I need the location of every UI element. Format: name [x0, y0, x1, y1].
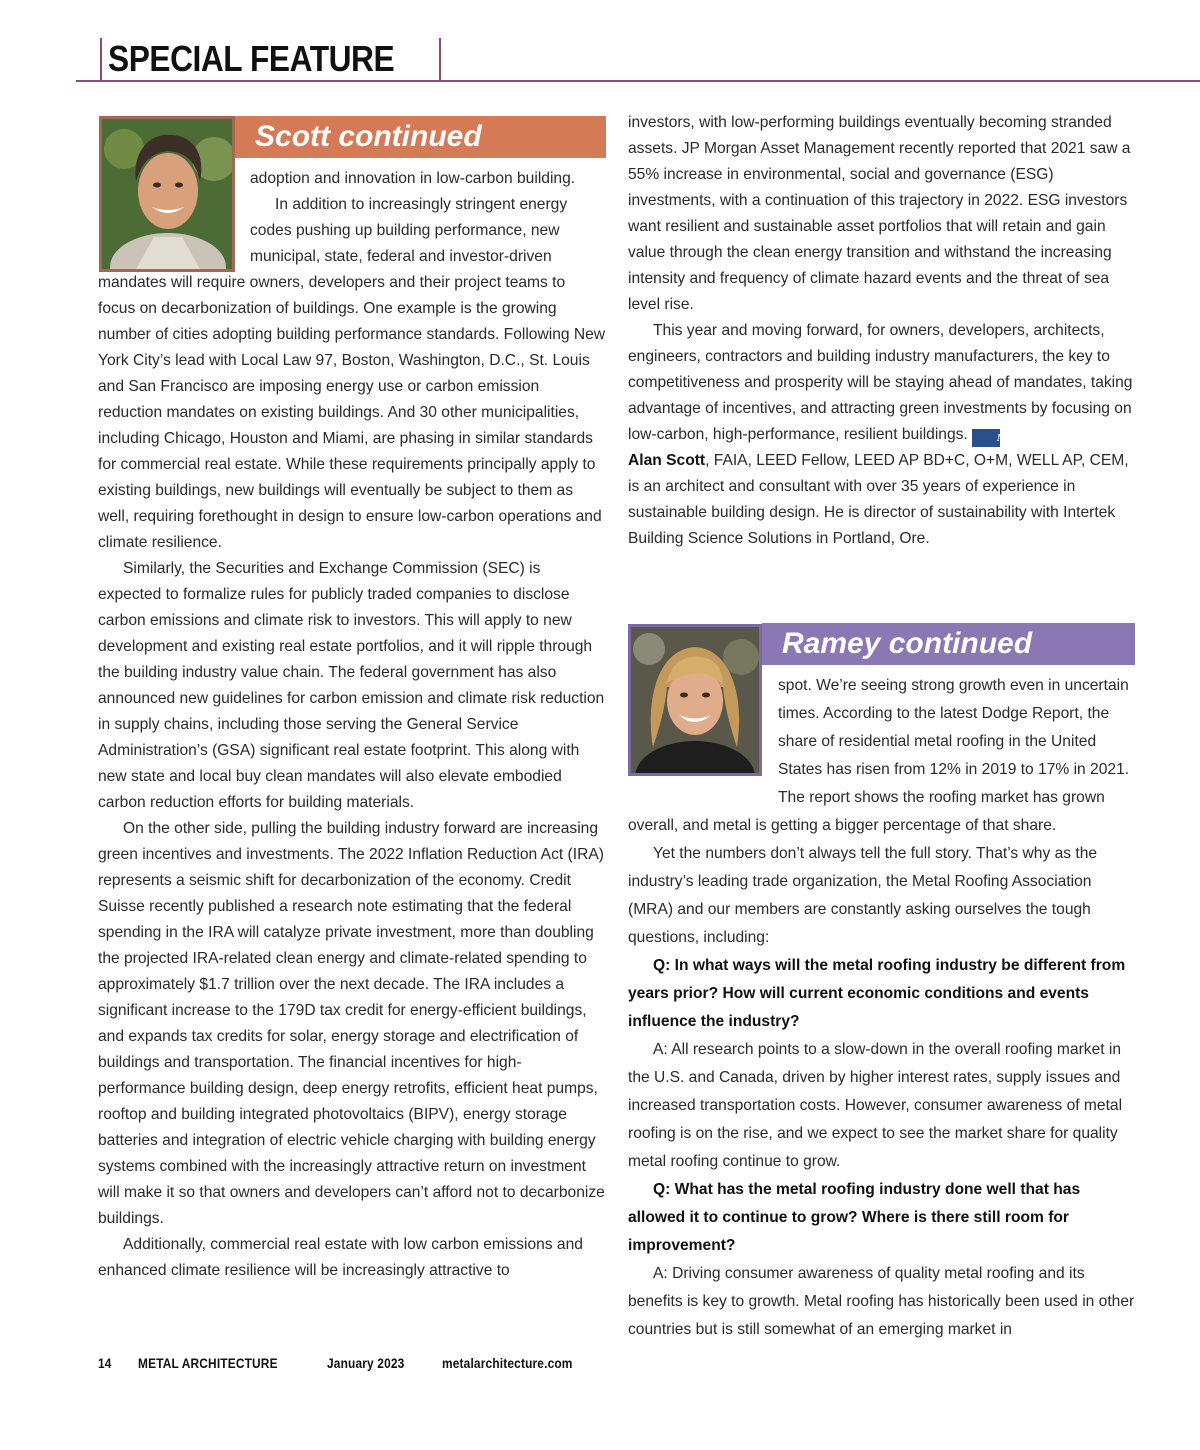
ramey-paragraph-1: spot. We’re seeing strong growth even in uncertain times. According to the latest Dodge Report, the share of residential metal roofing in the United States has risen from 12% in 2019 to 17% in 2021. The report shows the roofing market has grown overall, and metal is getting a bigger percentage of that share.	[628, 677, 1130, 834]
scott-paragraph-6: investors, with low-performing buildings eventually becoming stranded assets. JP Morgan Asset Management recently reported that 2021 saw a 55% increase in environmental, social and governance (ESG) investments, with a continuation of this trajectory in 2022. ESG investors want resilient and sustainable asset portfolios that will retain and gain value through the clean energy transition and withstand the increasing intensity and frequency of climate hazard events and the threat of sea level rise.	[628, 114, 1131, 313]
ramey-paragraph-2: Yet the numbers don’t always tell the full story. That’s why as the industry’s leading trade organization, the Metal Roofing Association (MRA) and our members are constantly asking ourselves the tough questions, including:	[628, 845, 1098, 946]
page-number: 14	[98, 1355, 112, 1371]
issue-date: January 2023	[326, 1355, 404, 1371]
ramey-article	[628, 672, 1136, 1344]
scott-paragraph-3: Similarly, the Securities and Exchange Commission (SEC) is expected to formalize rules for publicly traded companies to disclose carbon emissions and climate risk to investors. This will apply to new development and existing real estate portfolios, and it will ripple through the building industry value chain. The federal government has also announced new guidelines for carbon emission and climate risk reduction in supply chains, including those serving the General Service Administration’s (GSA) significant real estate footprint. This along with new state and local buy clean mandates will also elevate embodied carbon reduction efforts for building materials.	[98, 560, 605, 811]
ramey-question-1: Q: In what ways will the metal roofing industry be different from years prior? How will current economic conditions and events influence the industry?	[628, 957, 1126, 1030]
ramey-question-2: Q: What has the metal roofing industry done well that has allowed it to continue to grow? Where is there still room for improvement?	[628, 1181, 1081, 1254]
ramey-answer-2: A: Driving consumer awareness of quality metal roofing and its benefits is key to growth. Metal roofing has historically been used in other countries but is still somewhat of an emerging market in	[628, 1265, 1135, 1338]
photo-text-wrap-spacer-ramey	[628, 672, 778, 798]
scott-article-left-column	[98, 166, 606, 1284]
photo-text-wrap-spacer	[98, 116, 250, 246]
page-footer	[98, 1355, 615, 1371]
metal-architecture-logo-icon: MA	[972, 429, 1000, 447]
publication-name: METAL ARCHITECTURE	[138, 1355, 278, 1371]
scott-continued-banner: Scott continued	[235, 116, 606, 158]
author-bio	[628, 448, 1136, 552]
website-link[interactable]: metalarchitecture.com	[441, 1355, 573, 1371]
author-bio-text: , FAIA, LEED Fellow, LEED AP BD+C, O+M, WELL AP, CEM, is an architect and consultant with over 35 years of experience in sustainable building design. He is director of sustainability with Intertek Building Science Solutions in Portland, Ore.	[628, 452, 1129, 547]
scott-paragraph-7	[628, 318, 1136, 448]
scott-paragraph-1: adoption and innovation in low-carbon building.	[250, 170, 576, 187]
scott-paragraph-5: Additionally, commercial real estate with low carbon emissions and enhanced climate resilience will be increasingly attractive to	[98, 1236, 583, 1279]
ramey-answer-1: A: All research points to a slow-down in the overall roofing market in the U.S. and Canada, driven by higher interest rates, supply issues and increased transportation costs. However, consumer awareness of metal roofing is on the rise, and we expect to see the market share for quality metal roofing continue to grow.	[628, 1041, 1123, 1170]
scott-paragraph-2: In addition to increasingly stringent energy codes pushing up building performance, new municipal, state, federal and investor-driven mandates will require owners, developers and their project teams to focus on decarbonization of buildings. One example is the growing number of cities adopting building performance standards. Following New York City’s lead with Local Law 97, Boston, Washington, D.C., St. Louis and San Francisco are imposing energy use or carbon emission reduction mandates on existing buildings. And 30 other municipalities, including Chicago, Houston and Miami, are phasing in similar standards for commercial real estate. While these requirements principally apply to existing buildings, new buildings will eventually be subject to them as well, requiring forethought in design to ensure low-carbon operations and climate resilience.	[98, 196, 606, 551]
section-title: SPECIAL FEATURE	[108, 38, 395, 79]
scott-paragraph-7-text: This year and moving forward, for owners, developers, architects, engineers, contractors and building industry manufacturers, the key to competitiveness and prosperity will be staying ahead of mandates, taking advantage of incentives, and attracting green investments by focusing on low-carbon, high-performance, resilient buildings.	[628, 322, 1133, 443]
right-column	[628, 110, 1136, 552]
ramey-continued-banner: Ramey continued	[762, 623, 1135, 665]
scott-paragraph-4: On the other side, pulling the building industry forward are increasing green incentives and investments. The 2022 Inflation Reduction Act (IRA) represents a seismic shift for decarbonization of the economy. Credit Suisse recently published a research note estimating that the federal spending in the IRA will catalyze private investment, more than doubling the projected IRA-related clean energy and climate-related spending to approximately $1.7 trillion over the next decade. The IRA includes a significant increase to the 179D tax credit for energy-efficient buildings, and expands tax credits for solar, energy storage and electrification of buildings and transportation. The financial incentives for high-performance building design, deep energy retrofits, efficient heat pumps, rooftop and building integrated photovoltaics (BIPV), energy storage batteries and integration of electric vehicle charging with building energy systems combined with the increasingly attractive return on investment will make it so that owners and developers can’t afford not to decarbonize buildings.	[98, 820, 605, 1227]
author-bio-name: Alan Scott	[628, 452, 706, 469]
section-header-frame	[100, 38, 441, 80]
section-header	[76, 36, 1200, 82]
